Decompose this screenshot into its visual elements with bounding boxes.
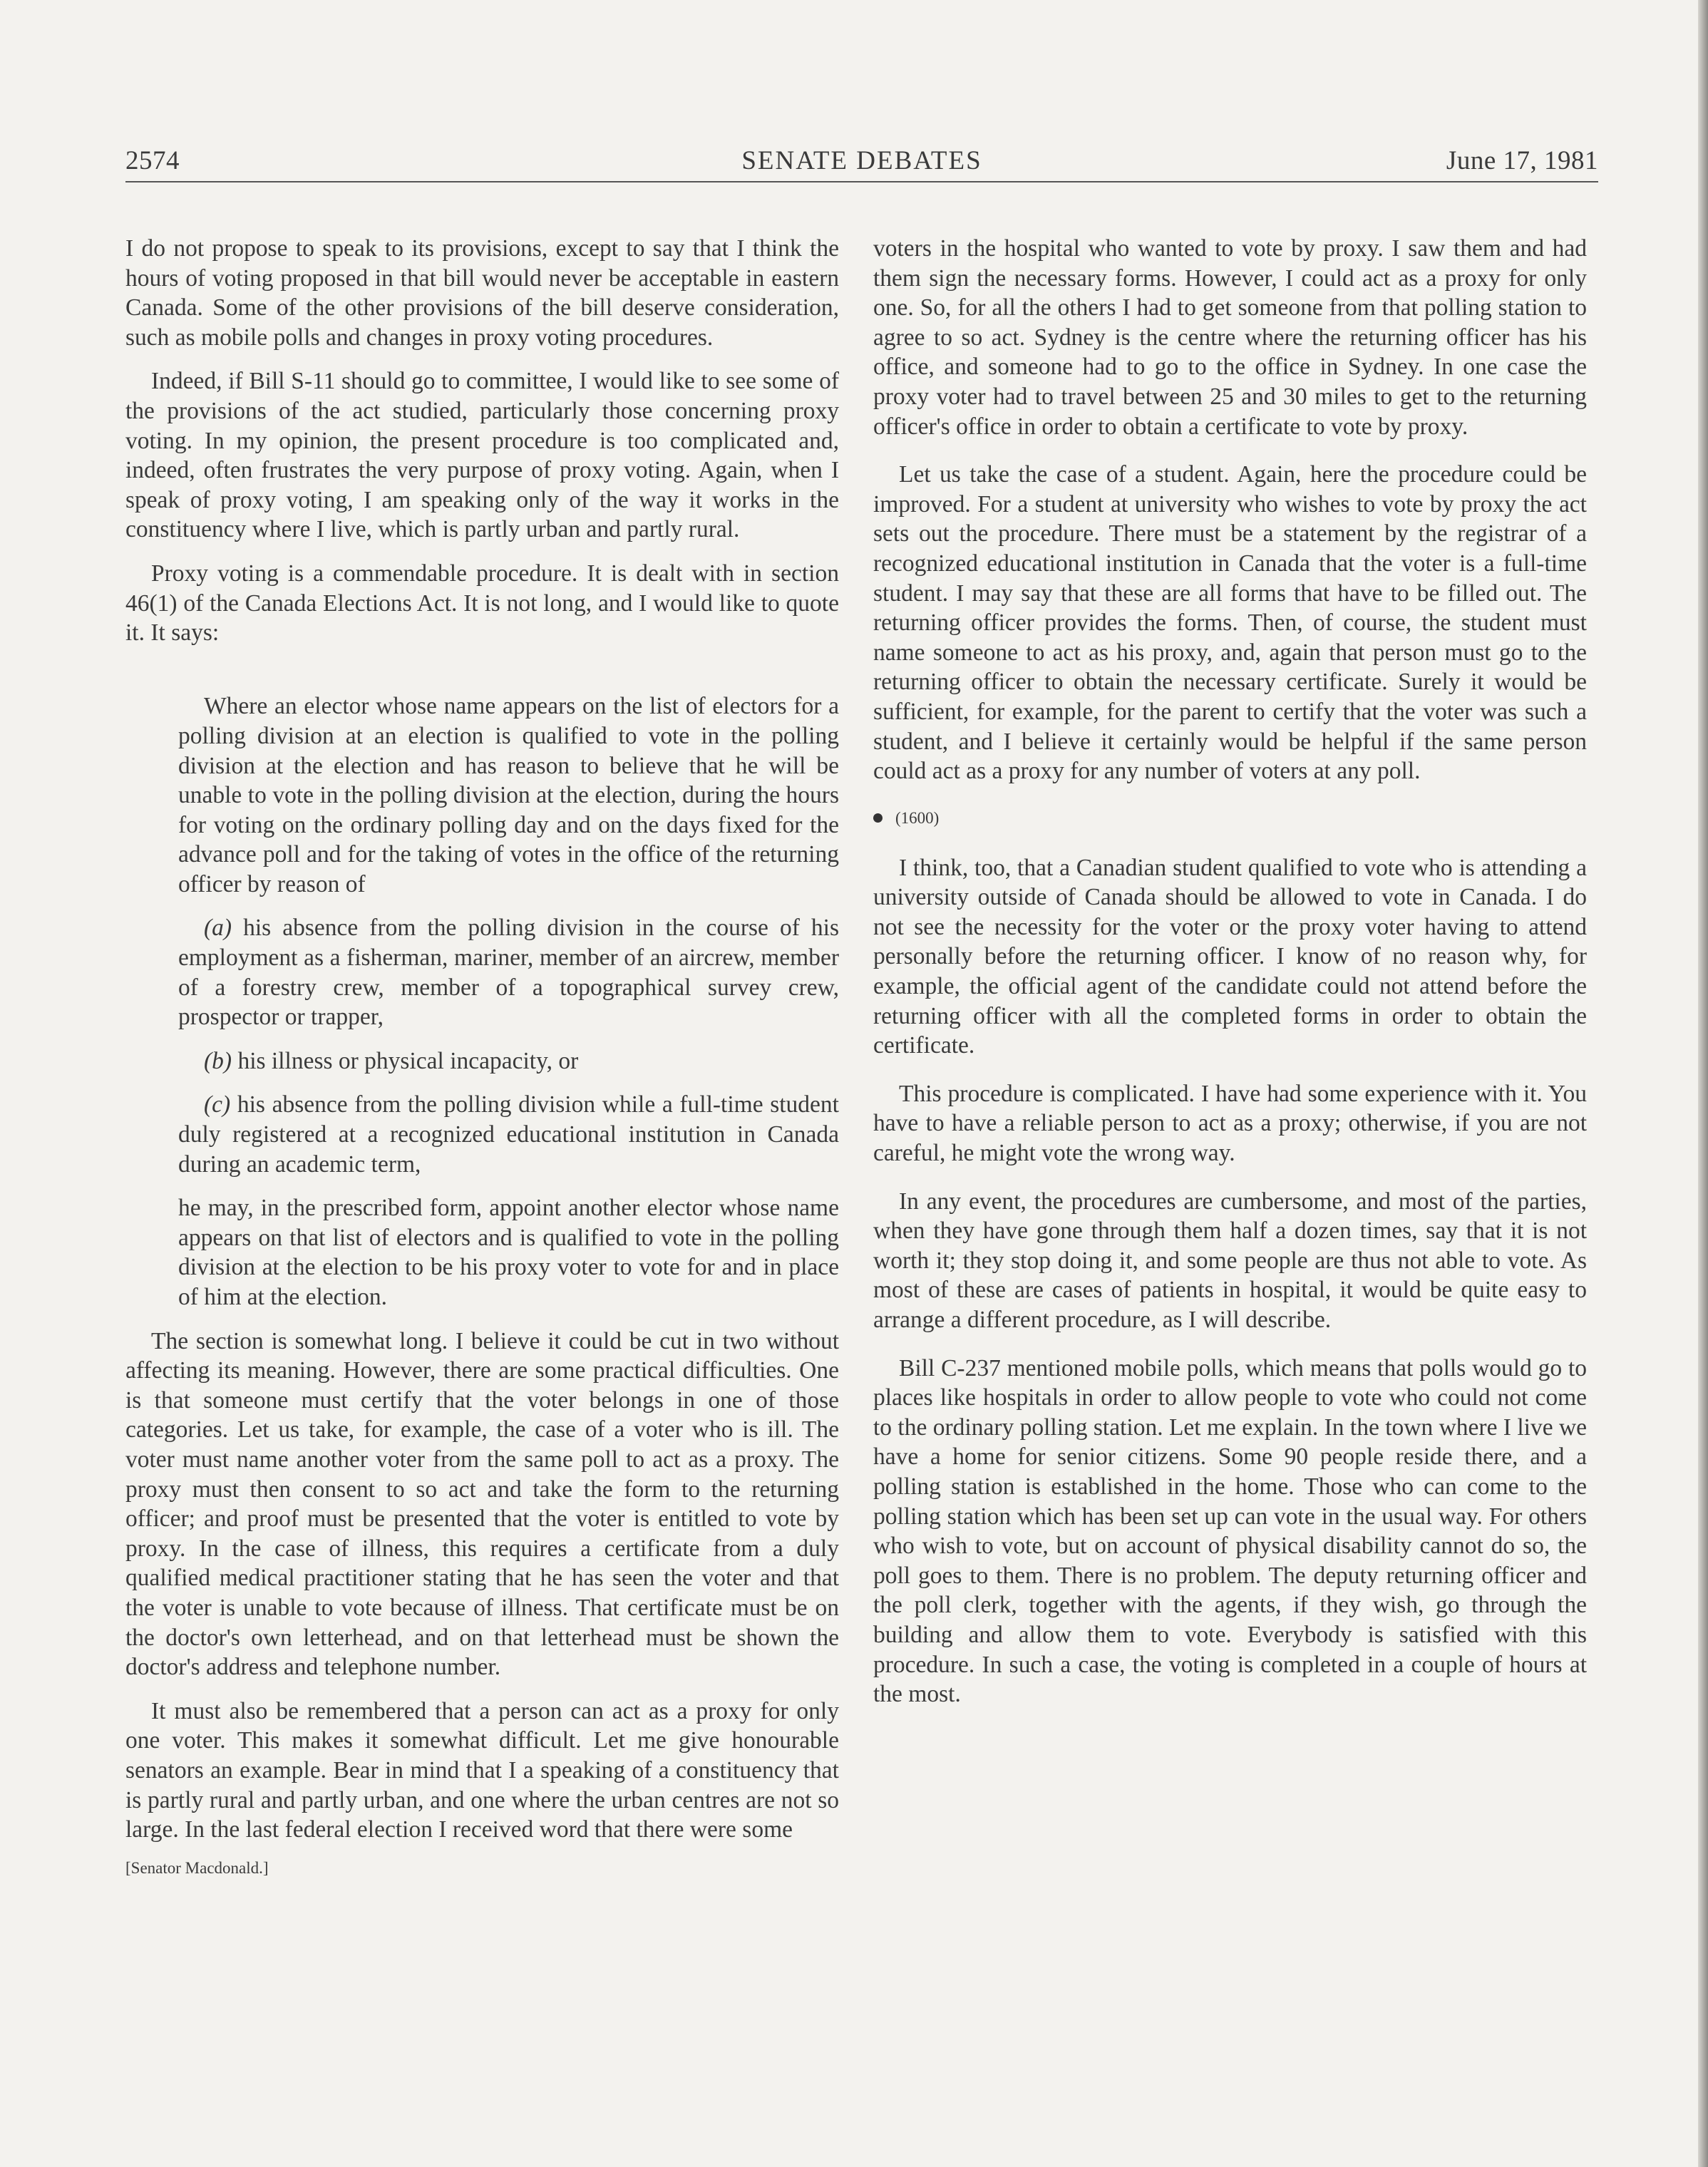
time-marker-label: (1600)	[895, 808, 940, 827]
paragraph: In any event, the procedures are cumbersome, and most of the parties, when they have gone through them half a dozen times, say that it is not worth it; they stop doing it, and some people are thus not able to vote. As most of these are cases of patients in hospital, it would be quite easy to arrange a different procedure, as I will describe.	[873, 1188, 1587, 1333]
paragraph: Let us take the case of a student. Again, here the procedure could be improved. For a student at university who wishes to vote by proxy the act sets out the procedure. There must be a statement by the registrar of a recognized educational institution in Canada that the voter is a full-time student. I may say that these are all forms that have to be filled out. The returning officer provides the forms. Then, of course, the student must name someone to act as his proxy, and, again that person must go to the returning officer to obtain the necessary certificate. Surely it would be sufficient, for example, for the parent to certify that the voter was such a student, and I believe it certainly would be helpful if the same person could act as a proxy for any number of voters at any poll.	[873, 461, 1587, 785]
statute-clause-b	[178, 1046, 839, 1076]
paragraph: The section is somewhat long. I believe it could be cut in two without affecting its meaning. However, there are some practical difficulties. One is that someone must certify that the voter belongs in one of those categories. Let us take, for example, the case of a voter who is ill. The voter must name another voter from the same poll to act as a proxy. The proxy must then consent to so act and take the form to the returning officer; and proof must be presented that the voter is entitled to vote by proxy. In the case of illness, this requires a certificate from a duly qualified medical practitioner stating that he has seen the voter and that the voter is unable to vote because of illness. That certificate must be on the doctor's own letterhead, and on that letterhead must be shown the doctor's address and telephone number.	[125, 1327, 839, 1681]
paragraph: voters in the hospital who wanted to vote by proxy. I saw them and had them sign the necessary forms. However, I could act as a proxy for only one. So, for all the others I had to get someone from that polling station to agree to so act. Sydney is the centre where the returning officer has his office, and someone had to go to the office in Sydney. In one case the proxy voter had to travel between 25 and 30 miles to get to the returning officer's office in order to obtain a certificate to vote by proxy.	[873, 235, 1587, 440]
clause-label: (a)	[204, 915, 232, 942]
clause-label: (b)	[204, 1047, 232, 1074]
right-column	[873, 234, 1587, 1709]
issue-date: June 17, 1981	[1446, 146, 1598, 175]
paragraph: I think, too, that a Canadian student qualified to vote who is attending a university outside of Canada should be allowed to vote in Canada. I do not see the necessity for the voter or the proxy voter having to attend personally before the returning officer. I know of no reason why, for example, the official agent of the candidate could not attend before the returning officer with all the completed forms in order to obtain the certificate.	[873, 854, 1587, 1059]
statute-quote	[178, 662, 839, 900]
paragraph: Bill C-237 mentioned mobile polls, which means that polls would go to places like hospitals in order to allow people to vote who could not come to the ordinary polling station. Let me explain. In the town where I live we have a home for senior citizens. Some 90 people reside there, and a polling station is established in the home. Those who can come to the polling station which has been set up can vote in the usual way. For others who wish to vote, but on account of physical disability cannot do so, the poll goes to them. There is no problem. The deputy returning officer and the poll clerk, together with the agents, if they wish, go through the building and allow them to vote. Everybody is satisfied with this procedure. In such a case, the voting is completed in a couple of hours at the most.	[873, 1354, 1588, 1708]
page-edge-shadow	[1698, 0, 1708, 2167]
speaker-attribution: [Senator Macdonald.]	[125, 1858, 269, 1877]
left-column	[125, 234, 839, 1879]
paragraph: It must also be remembered that a person can act as a proxy for only one voter. This makes it somewhat difficult. Let me give honourable senators an example. Bear in mind that I a speaking of a constituency that is partly rural and partly urban, and one where the urban centres are not so large. In the last federal election I received word that there were some	[125, 1697, 839, 1843]
publication-title: SENATE DEBATES	[741, 146, 982, 175]
page-number: 2574	[125, 146, 180, 175]
statute-clause-c	[178, 1090, 839, 1179]
clause-text: his absence from the polling division in the course of his employment as a fisherman, mariner, member of an aircrew, member of a forestry crew, member of a topographical survey crew, prospector or trapper,	[178, 915, 839, 1031]
time-marker	[873, 808, 1587, 829]
clause-text: his illness or physical incapacity, or	[232, 1047, 579, 1074]
clause-text: his absence from the polling division while a full-time student duly registered at a recognized educational institution in Canada during an academic term,	[178, 1091, 839, 1178]
statute-clause-a	[178, 913, 839, 1031]
paragraph: Indeed, if Bill S-11 should go to committee, I would like to see some of the provisions of the act studied, particularly those concerning proxy voting. In my opinion, the present procedure is too complicated and, indeed, often frustrates the very purpose of proxy voting. Again, when I speak of proxy voting, I am speaking only of the way it works in the constituency where I live, which is partly urban and partly rural.	[125, 368, 839, 543]
paragraph: Proxy voting is a commendable procedure. It is dealt with in section 46(1) of the Canada Elections Act. It is not long, and I would like to quote it. It says:	[125, 560, 839, 647]
bullet-icon	[873, 813, 883, 823]
quote-text: Where an elector whose name appears on the list of electors for a polling division at an election is qualified to vote in the polling division at the election and has reason to believe that he will be unable to vote in the polling division at the election, during the hours for voting on the ordinary polling day and on the days fixed for the advance poll and for the taking of votes in the office of the returning officer by reason of	[178, 693, 839, 897]
paragraph: This procedure is complicated. I have had some experience with it. You have to have a reliable person to act as a proxy; otherwise, if you are not careful, he might vote the wrong way.	[873, 1080, 1587, 1167]
paragraph: I do not propose to speak to its provisions, except to say that I think the hours of voting proposed in that bill would never be acceptable in eastern Canada. Some of the other provisions of the bill deserve consideration, such as mobile polls and changes in proxy voting procedures.	[125, 235, 839, 351]
statute-quote-conclusion: he may, in the prescribed form, appoint another elector whose name appears on that list of electors and is qualified to vote in the polling division at the election to be his proxy voter to vote for and in place of him at the election.	[178, 1195, 839, 1310]
clause-label: (c)	[204, 1091, 231, 1118]
running-header	[125, 145, 1598, 182]
